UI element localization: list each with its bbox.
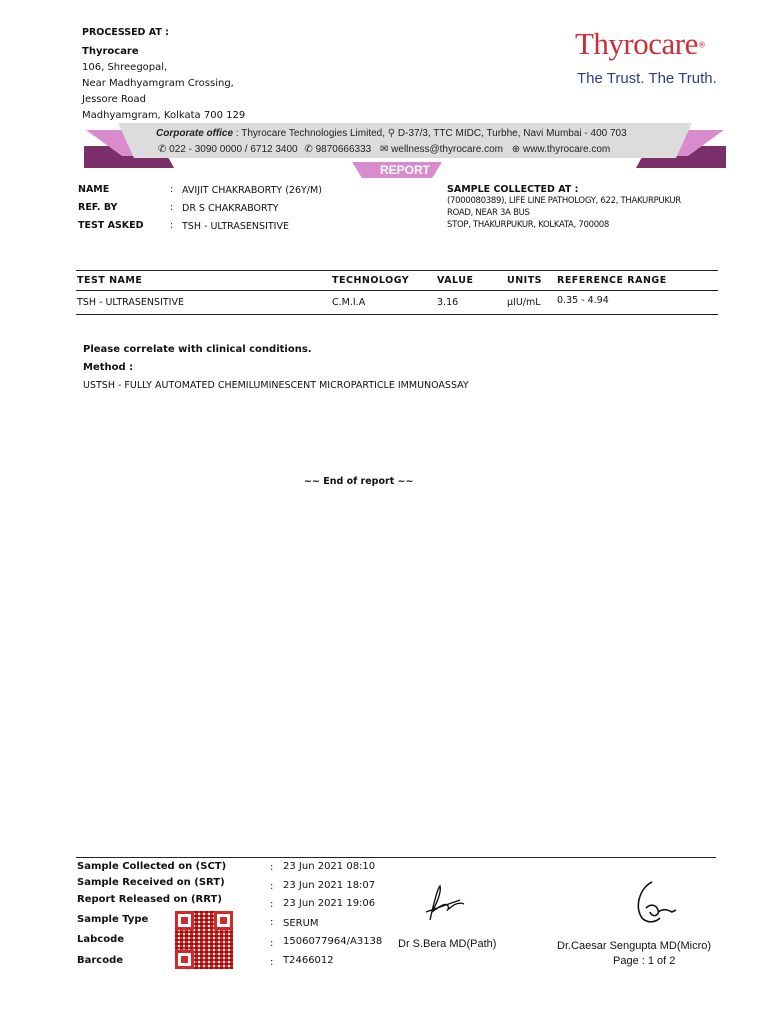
email-icon: ✉	[379, 144, 389, 155]
footer-value-rrt: 23 Jun 2021 19:06	[283, 898, 376, 909]
sample-collected-line: (7000080389), LIFE LINE PATHOLOGY, 622, THAKURPUKUR	[447, 196, 681, 206]
footer-label-rrt: Report Released on (RRT)	[77, 894, 222, 905]
processed-line: Near Madhyamgram Crossing,	[82, 78, 234, 89]
name-value: AVIJIT CHAKRABORTY (26Y/M)	[182, 185, 322, 196]
whatsapp-icon: ✆	[304, 144, 313, 155]
signature-bera	[420, 882, 470, 922]
corporate-text: : Thyrocare Technologies Limited,	[235, 128, 385, 139]
sample-collected-heading: SAMPLE COLLECTED AT :	[447, 184, 579, 195]
footer-label-labcode: Labcode	[77, 934, 125, 945]
sample-collected-line: ROAD, NEAR 3A BUS	[447, 208, 530, 218]
correlate-note: Please correlate with clinical conditions.	[83, 344, 312, 355]
col-header-value: VALUE	[437, 275, 474, 286]
footer-value-srt: 23 Jun 2021 18:07	[283, 880, 376, 891]
processed-line: Jessore Road	[82, 94, 146, 105]
result-test-name: TSH - ULTRASENSITIVE	[77, 297, 184, 308]
qr-finder	[175, 911, 194, 930]
location-pin-icon: ⚲	[387, 128, 396, 139]
name-label: NAME	[78, 184, 110, 195]
thyrocare-logo	[575, 26, 725, 62]
result-reference-range: 0.35 - 4.94	[557, 295, 609, 306]
page-number: Page : 1 of 2	[613, 955, 676, 967]
contact-phone: 022 - 3090 0000 / 6712 3400	[169, 144, 298, 155]
processed-line: 106, Shreegopal,	[82, 62, 168, 73]
corporate-label: Corporate office	[156, 128, 234, 139]
table-bottom-rule	[76, 314, 718, 315]
footer-sep: :	[270, 881, 274, 892]
signature-sengupta	[630, 878, 680, 928]
result-value: 3.16	[437, 297, 459, 308]
footer-sep: :	[270, 917, 274, 928]
processed-lab-name: Thyrocare	[82, 46, 139, 57]
table-header-rule	[76, 290, 718, 291]
footer-value-barcode: T2466012	[283, 955, 334, 966]
signer-sengupta: Dr.Caesar Sengupta MD(Micro)	[557, 940, 712, 952]
logo-tagline: The Trust. The Truth.	[577, 70, 717, 87]
method-text: USTSH - FULLY AUTOMATED CHEMILUMINESCENT MICROPARTICLE IMMUNOASSAY	[83, 380, 469, 391]
footer-value-sct: 23 Jun 2021 08:10	[283, 861, 376, 872]
method-label: Method :	[83, 362, 134, 373]
signer-bera: Dr S.Bera MD(Path)	[398, 938, 497, 950]
logo-registered: ®	[697, 40, 706, 50]
footer-label-barcode: Barcode	[77, 955, 124, 966]
contact-line	[158, 144, 610, 155]
col-header-test-name: TEST NAME	[77, 275, 143, 286]
end-of-report: ~~ End of report ~~	[304, 476, 414, 487]
corporate-line	[156, 128, 627, 139]
result-units: µIU/mL	[507, 297, 541, 308]
ref-sep: :	[170, 202, 174, 213]
footer-sep: :	[270, 957, 274, 968]
contact-web: www.thyrocare.com	[522, 144, 611, 155]
processed-line: Madhyamgram, Kolkata 700 129	[82, 110, 246, 121]
result-technology: C.M.I.A	[332, 297, 366, 308]
logo-word: Thyrocare	[575, 26, 698, 61]
footer-label-sct: Sample Collected on (SCT)	[77, 861, 227, 872]
qr-finder	[214, 911, 233, 930]
col-header-units: UNITS	[507, 275, 543, 286]
contact-email: wellness@thyrocare.com	[391, 144, 504, 155]
sample-collected-line: STOP, THAKURPUKUR, KOLKATA, 700008	[447, 220, 610, 230]
name-sep: :	[170, 184, 174, 195]
footer-rule	[76, 857, 716, 858]
test-asked-sep: :	[170, 220, 174, 231]
footer-value-sample-type: SERUM	[283, 918, 319, 929]
footer-label-sample-type: Sample Type	[77, 914, 149, 925]
corporate-address: D-37/3, TTC MIDC, Turbhe, Navi Mumbai - 400 703	[397, 128, 627, 139]
phone-icon: ✆	[158, 144, 167, 155]
ref-value: DR S CHAKRABORTY	[182, 203, 279, 214]
table-top-rule	[76, 270, 718, 271]
footer-sep: :	[270, 899, 274, 910]
col-header-technology: TECHNOLOGY	[332, 275, 410, 286]
footer-label-srt: Sample Received on (SRT)	[77, 877, 225, 888]
footer-sep: :	[270, 938, 274, 949]
contact-whatsapp: 9870666333	[315, 144, 372, 155]
footer-sep: :	[270, 862, 274, 873]
globe-icon: ⊕	[511, 144, 521, 155]
test-asked-value: TSH - ULTRASENSITIVE	[182, 221, 289, 232]
qr-finder	[175, 950, 194, 969]
col-header-reference-range: REFERENCE RANGE	[557, 275, 667, 286]
ref-label: REF. BY	[78, 202, 118, 213]
processed-heading: PROCESSED AT :	[82, 27, 169, 38]
report-tab: REPORT	[379, 163, 430, 177]
test-asked-label: TEST ASKED	[78, 220, 144, 231]
qr-code	[175, 911, 233, 969]
footer-value-labcode: 1506077964/A3138	[283, 936, 383, 947]
